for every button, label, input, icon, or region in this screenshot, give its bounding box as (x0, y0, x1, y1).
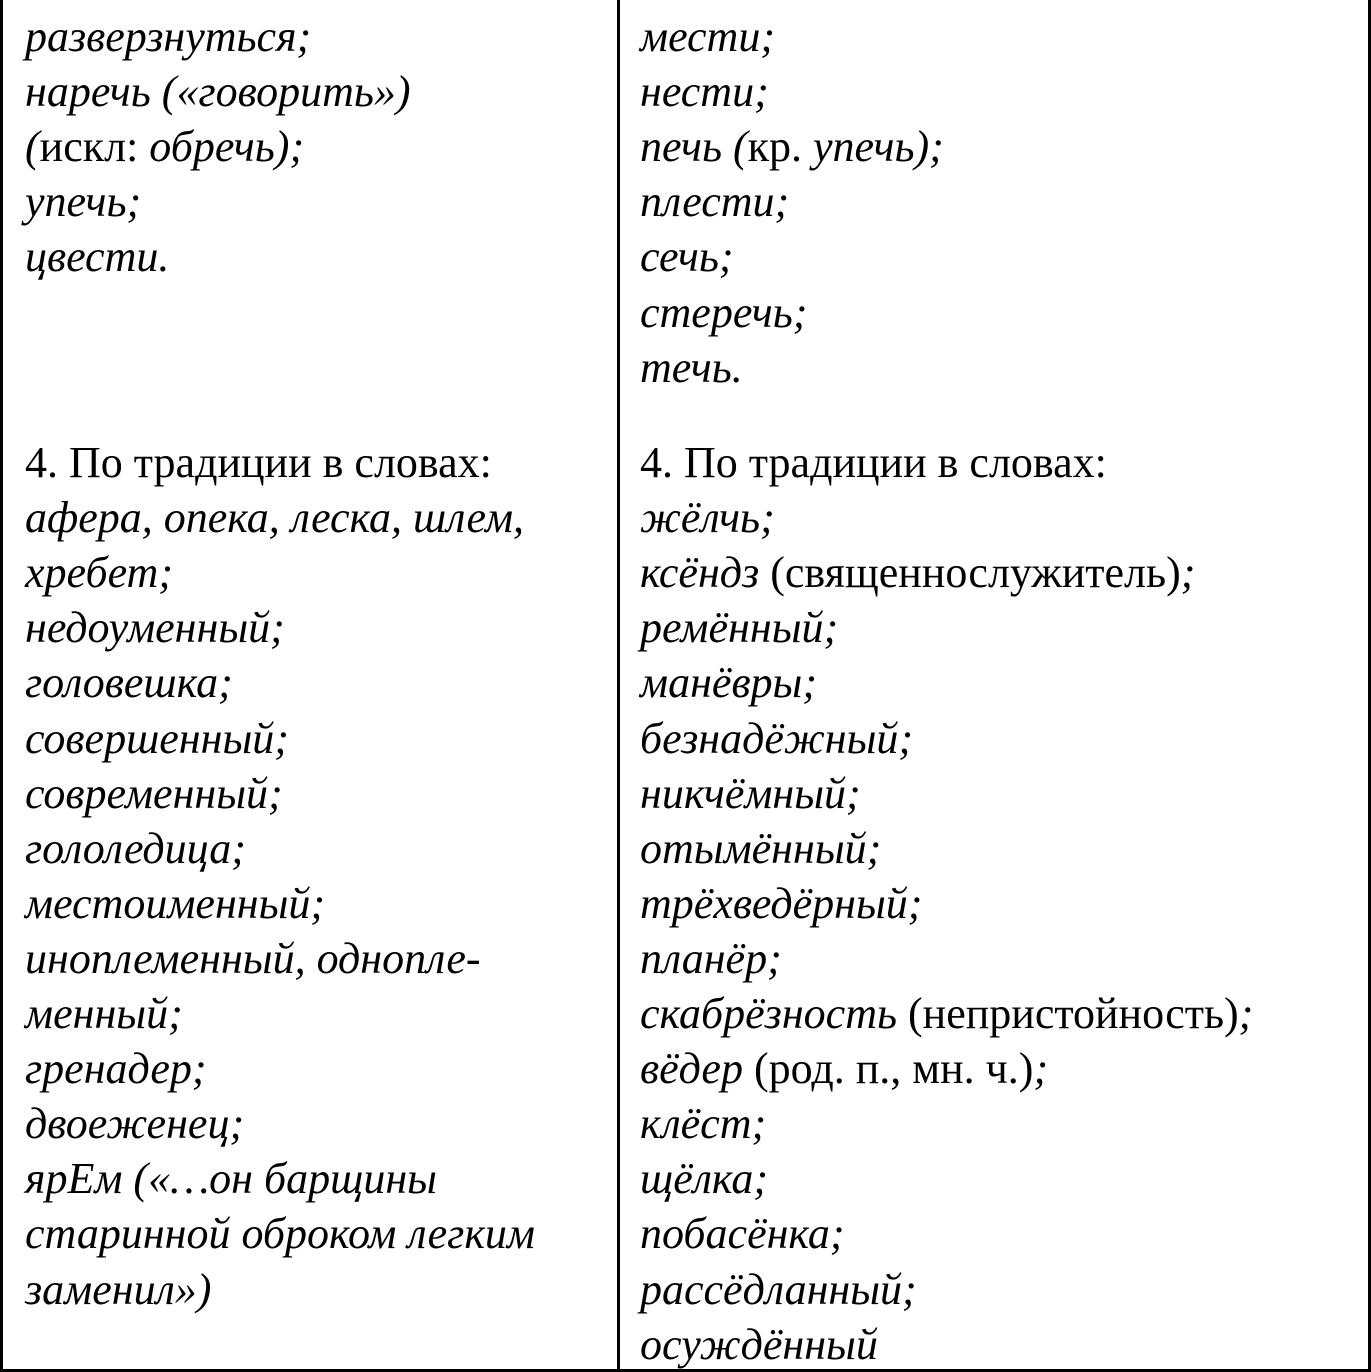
text-segment: осуждённый (640, 1319, 878, 1369)
word-line (640, 64, 769, 119)
text-segment: наречь («говорить») (25, 67, 411, 117)
word-line (25, 9, 311, 64)
word-line (640, 1317, 878, 1372)
word-line (640, 986, 1253, 1041)
word-line (25, 119, 304, 174)
text-segment: двоеженец; (25, 1099, 245, 1149)
word-line (25, 821, 246, 876)
word-line (25, 876, 325, 931)
text-segment: печь ( (640, 122, 748, 172)
text-segment: (священнослужитель) (759, 548, 1181, 598)
word-line (25, 1262, 211, 1317)
word-line (640, 1096, 766, 1151)
text-segment: щёлка; (640, 1154, 769, 1204)
text-segment: разверзнуться; (25, 12, 312, 61)
text-segment: современный; (25, 768, 283, 818)
text-segment: нести; (640, 67, 769, 117)
text-segment: гололедица; (25, 823, 246, 873)
text-segment: гренадер; (25, 1044, 207, 1094)
text-segment: безнадёжный; (640, 713, 914, 763)
text-segment: иноплеменный, однопле- (25, 933, 481, 983)
text-segment: ярЕм («…он барщины (25, 1154, 437, 1204)
section-heading: 4. По традиции в словах: (640, 438, 1107, 487)
text-segment: совершенный; (25, 713, 289, 763)
text-segment: сечь; (640, 232, 734, 282)
word-line (25, 600, 285, 655)
text-segment: ремённый; (640, 603, 839, 653)
word-line (25, 1096, 244, 1151)
word-line (640, 655, 817, 710)
text-segment: плести; (640, 177, 790, 227)
text-segment: планёр; (640, 933, 782, 983)
text-segment: афера, опека, леска, шлем, (25, 493, 525, 543)
text-segment: обречь); (149, 122, 305, 172)
word-line (25, 655, 233, 710)
text-segment: недоуменный; (25, 603, 285, 653)
text-segment: цвести. (25, 232, 170, 282)
word-line (640, 545, 1195, 600)
text-segment: течь. (640, 342, 743, 392)
text-segment: упечь); (813, 122, 944, 172)
word-line (640, 285, 807, 340)
text-segment: заменил») (25, 1264, 212, 1314)
text-segment: ксёндз (640, 548, 760, 598)
text-segment: стеречь; (640, 287, 808, 337)
text-segment: ; (1180, 548, 1196, 598)
word-line (25, 711, 289, 766)
section-heading: 4. По традиции в словах: (25, 438, 492, 487)
word-line (640, 174, 789, 229)
word-line (640, 711, 913, 766)
text-segment: хребет; (25, 548, 173, 598)
text-segment: трёхведёрный; (640, 878, 923, 928)
text-segment: никчёмный; (640, 768, 861, 818)
text-segment: рассёдланный; (640, 1264, 917, 1314)
word-line (640, 229, 734, 284)
word-line (640, 931, 782, 986)
word-line (25, 64, 411, 119)
word-line (640, 1206, 845, 1261)
text-segment: (род. п., мн. ч.) (742, 1044, 1034, 1094)
text-segment: манёвры; (640, 658, 817, 708)
text-segment: местоименный; (25, 878, 326, 928)
word-line (25, 174, 141, 229)
word-line (640, 340, 743, 395)
word-line (25, 1206, 535, 1261)
text-segment: (непристойность) (897, 989, 1239, 1038)
word-line (640, 119, 944, 174)
text-segment: кр. (747, 122, 814, 172)
word-line (640, 9, 775, 64)
word-line (25, 1151, 437, 1206)
word-line (640, 1262, 917, 1317)
text-segment: ( (25, 122, 40, 172)
text-segment: менный; (25, 989, 183, 1038)
word-line (640, 876, 922, 931)
text-segment: упечь; (25, 177, 142, 227)
word-line (640, 600, 838, 655)
word-line (25, 931, 481, 986)
word-line (25, 1041, 207, 1096)
text-segment: ; (1033, 1044, 1049, 1094)
word-line (640, 766, 861, 821)
word-line (25, 490, 524, 545)
word-line (640, 490, 775, 545)
word-line (25, 766, 283, 821)
text-segment: старинной оброком легким (25, 1209, 535, 1259)
column-divider (617, 0, 620, 1372)
text-segment: головешка; (25, 658, 233, 708)
word-line (640, 821, 881, 876)
text-segment: вёдер (640, 1044, 743, 1094)
text-segment: искл: (39, 122, 150, 172)
word-line (25, 545, 173, 600)
word-line (640, 1041, 1048, 1096)
word-line (25, 229, 169, 284)
word-line (640, 1151, 768, 1206)
text-segment: клёст; (640, 1099, 767, 1149)
text-segment: побасёнка; (640, 1209, 845, 1259)
text-segment: ; (1238, 989, 1254, 1038)
text-segment: отымённый; (640, 823, 882, 873)
text-segment: мести; (640, 12, 775, 61)
text-segment: скабрёзность (640, 989, 897, 1038)
text-segment: жёлчь; (640, 493, 775, 543)
word-line (25, 986, 183, 1041)
